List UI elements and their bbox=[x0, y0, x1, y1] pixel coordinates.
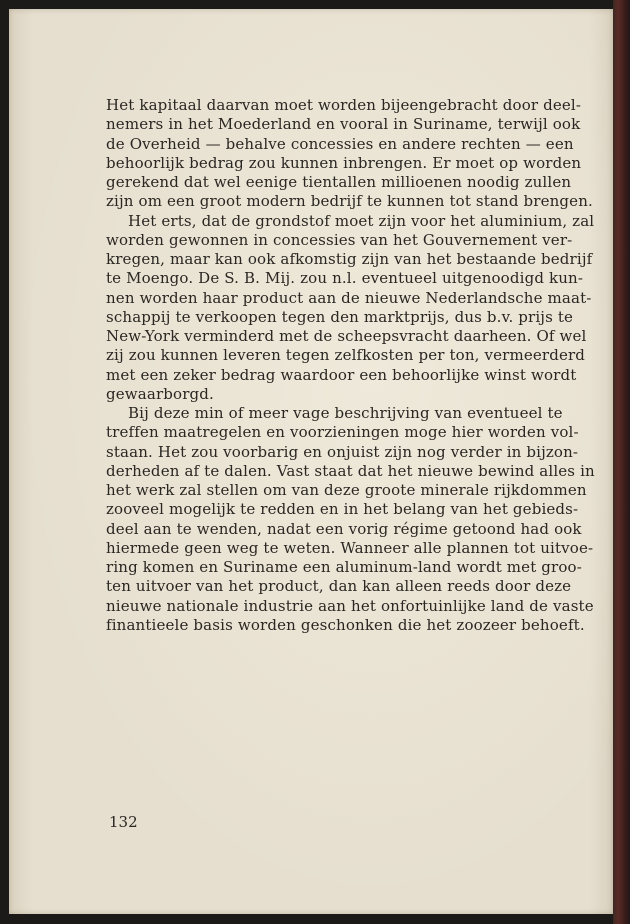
text-line: de Overheid — behalve concessies en andere rechten — een bbox=[106, 134, 574, 153]
text-line: hiermede geen weg te weten. Wanneer alle plannen tot uitvoe- bbox=[106, 538, 594, 557]
text-line: treffen maatregelen en voorzieningen moge hier worden vol- bbox=[106, 423, 579, 442]
book-binding-edge bbox=[613, 0, 630, 924]
text-line: met een zeker bedrag waardoor een behoorlijke winst wordt bbox=[106, 365, 577, 384]
text-line: nieuwe nationale industrie aan het onfortuinlijke land de vaste bbox=[106, 596, 594, 615]
text-line: nemers in het Moederland en vooral in Suriname, terwijl ook bbox=[106, 115, 581, 134]
text-line: staan. Het zou voorbarig en onjuist zijn nog verder in bijzon- bbox=[106, 442, 579, 461]
text-line: behoorlijk bedrag zou kunnen inbrengen. Er moet op worden bbox=[106, 153, 582, 172]
text-line: het werk zal stellen om van deze groote minerale rijkdommen bbox=[106, 481, 587, 499]
paragraph-2 bbox=[106, 211, 595, 405]
book-page bbox=[9, 9, 613, 914]
text-line: nen worden haar product aan de nieuwe Nederlandsche maat- bbox=[106, 288, 592, 307]
text-line: Bij deze min of meer vage beschrijving van eventueel te bbox=[128, 404, 563, 422]
paragraph-1 bbox=[106, 96, 593, 212]
text-line: derheden af te dalen. Vast staat dat het nieuwe bewind alles in bbox=[106, 461, 595, 480]
page-number: 132 bbox=[109, 813, 138, 831]
text-line: te Moengo. De S. B. Mij. zou n.l. eventueel uitgenoodigd kun- bbox=[106, 269, 584, 288]
text-line: zooveel mogelijk te redden en in het belang van het gebieds- bbox=[106, 500, 579, 519]
text-line: Het erts, dat de grondstof moet zijn voor het aluminium, zal bbox=[128, 211, 595, 230]
text-line: gewaarborgd. bbox=[106, 384, 214, 403]
text-line: ring komen en Suriname een aluminum-land wordt met groo- bbox=[106, 558, 582, 576]
text-line: zijn om een groot modern bedrijf te kunnen tot stand brengen. bbox=[106, 192, 593, 211]
text-line: Het kapitaal daarvan moet worden bijeengebracht door deel- bbox=[106, 96, 582, 114]
text-line: finantieele basis worden geschonken die het zoozeer behoeft. bbox=[106, 615, 585, 634]
body-text bbox=[106, 96, 595, 635]
text-line: schappij te verkoopen tegen den marktprijs, dus b.v. prijs te bbox=[106, 307, 574, 326]
text-line: ten uitvoer van het product, dan kan alleen reeds door deze bbox=[106, 577, 572, 596]
paragraph-3 bbox=[106, 404, 595, 635]
text-line: kregen, maar kan ook afkomstig zijn van het bestaande bedrijf bbox=[106, 250, 593, 268]
text-line: deel aan te wenden, nadat een vorig régime getoond had ook bbox=[106, 519, 582, 538]
text-line: gerekend dat wel eenige tientallen millioenen noodig zullen bbox=[106, 173, 572, 191]
text-line: zij zou kunnen leveren tegen zelfkosten per ton, vermeerderd bbox=[106, 346, 586, 365]
text-line: worden gewonnen in concessies van het Gouvernement ver- bbox=[106, 230, 573, 249]
text-line: New-York verminderd met de scheepsvracht daarheen. Of wel bbox=[106, 327, 587, 345]
